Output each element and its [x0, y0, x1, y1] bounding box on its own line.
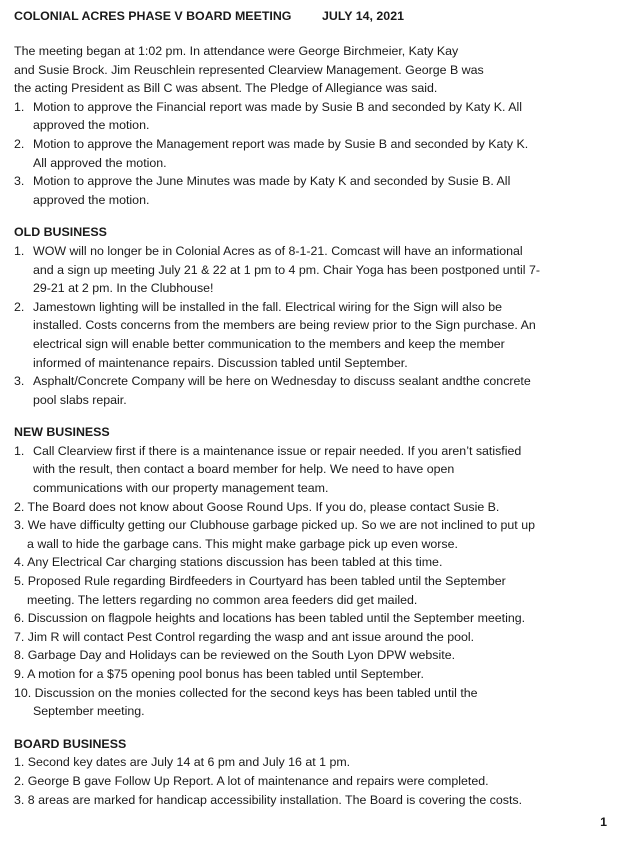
- intro-paragraph: [14, 42, 614, 98]
- new-business-list-first: [14, 442, 614, 498]
- list-item: 1. Second key dates are July 14 at 6 pm and July 16 at 1 pm.: [14, 755, 351, 770]
- list-item: 10. Discussion on the monies collected for the second keys has been tabled until the September meeting.: [14, 685, 478, 719]
- new-business-list: [14, 498, 614, 721]
- old-business-heading: OLD BUSINESS: [14, 225, 107, 240]
- meeting-date: JULY 14, 2021: [322, 9, 404, 23]
- board-business-list: [14, 753, 614, 809]
- motions-list: [14, 98, 614, 210]
- list-item: 6. Discussion on flagpole heights and locations has been tabled until the September meeting.: [14, 611, 526, 626]
- list-item: 1. Call Clearview first if there is a maintenance issue or repair needed. If you aren’t satisfied with the result, then contact a board member for help. We need to have open communications with our property management team.: [14, 443, 522, 496]
- document-body: [14, 7, 614, 809]
- intro-line: and Susie Brock. Jim Reuschlein represented Clearview Management. George B was: [14, 62, 484, 77]
- page-number: 1: [600, 815, 607, 829]
- list-item: 1. WOW will no longer be in Colonial Acres as of 8-1-21. Comcast will have an informational and a sign up meeting July 21 & 22 at 1 pm to 4 pm. Chair Yoga has been postponed until 7- 29-21 at 2 pm. In the Clubhouse!: [14, 243, 540, 296]
- new-business-heading: NEW BUSINESS: [14, 425, 110, 440]
- meeting-title: COLONIAL ACRES PHASE V BOARD MEETING: [14, 9, 292, 23]
- list-item: 3. We have difficulty getting our Clubhouse garbage picked up. So we are not inclined to put up a wall to hide the garbage cans. This might make garbage pick up even worse.: [14, 518, 535, 551]
- list-item: 2. George B gave Follow Up Report. A lot of maintenance and repairs were completed.: [14, 773, 489, 788]
- list-item: 2. Jamestown lighting will be installed in the fall. Electrical wiring for the Sign will also be installed. Costs concerns from the members are being review prior to the Sign purchase. An electrical sign will enable better communication to the members and keep the member informed of maintenance repairs. Discussion tabled until September.: [14, 299, 536, 370]
- document-header: [14, 7, 614, 26]
- list-item: 2. Motion to approve the Management report was made by Susie B and seconded by Katy K. All approved the motion.: [14, 136, 529, 170]
- list-item: 5. Proposed Rule regarding Birdfeeders in Courtyard has been tabled until the September meeting. The letters regarding no common area feeders did get mailed.: [14, 574, 506, 607]
- list-item: 3. Motion to approve the June Minutes was made by Katy K and seconded by Susie B. All approved the motion.: [14, 174, 511, 207]
- list-item: 3. 8 areas are marked for handicap accessibility installation. The Board is covering the costs.: [14, 792, 523, 807]
- board-business-heading: BOARD BUSINESS: [14, 736, 127, 751]
- list-item: 1. Motion to approve the Financial report was made by Susie B and seconded by Katy K. All approved the motion.: [14, 99, 523, 133]
- list-item: 8. Garbage Day and Holidays can be reviewed on the South Lyon DPW website.: [14, 648, 456, 663]
- list-item: 4. Any Electrical Car charging stations discussion has been tabled at this time.: [14, 555, 443, 570]
- list-item: 3. Asphalt/Concrete Company will be here on Wednesday to discuss sealant andthe concrete pool slabs repair.: [14, 374, 531, 407]
- list-item: 2. The Board does not know about Goose Round Ups. If you do, please contact Susie B.: [14, 499, 500, 514]
- old-business-list: [14, 242, 614, 409]
- list-item: 9. A motion for a $75 opening pool bonus has been tabled until September.: [14, 667, 424, 681]
- intro-line: the acting President as Bill C was absent. The Pledge of Allegiance was said.: [14, 81, 438, 96]
- list-item: 7. Jim R will contact Pest Control regarding the wasp and ant issue around the pool.: [14, 629, 475, 644]
- intro-line: The meeting began at 1:02 pm. In attendance were George Birchmeier, Katy Kay: [14, 44, 459, 58]
